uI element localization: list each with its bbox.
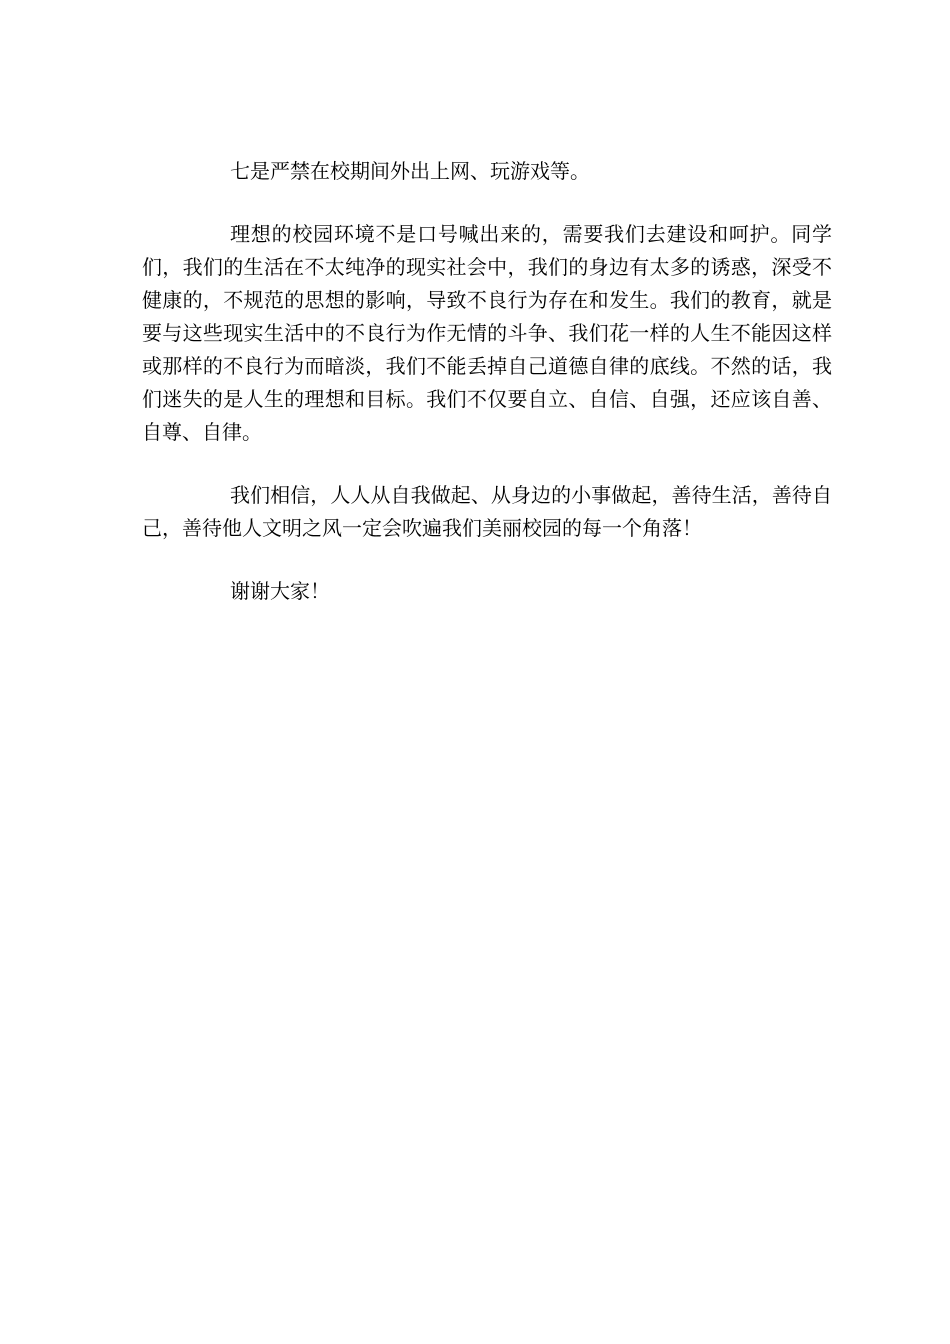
- document-body: [142, 155, 832, 638]
- paragraph-campus-environment: 理想的校园环境不是口号喊出来的，需要我们去建设和呵护。同学们，我们的生活在不太纯净的现实社会中，我们的身边有太多的诱惑，深受不健康的，不规范的思想的影响，导致不良行为存在和发生。我们的教育，就是要与这些现实生活中的不良行为作无情的斗争、我们花一样的人生不能因这样或那样的不良行为而暗淡，我们不能丢掉自己道德自律的底线。不然的话，我们迷失的是人生的理想和目标。我们不仅要自立、自信、自强，还应该自善、自尊、自律。: [142, 222, 832, 444]
- paragraph-rule-seven: 七是严禁在校期间外出上网、玩游戏等。: [230, 159, 590, 183]
- paragraph-thanks: 谢谢大家！: [230, 579, 330, 603]
- paragraph-belief: 我们相信，人人从自我做起、从身边的小事做起，善待生活，善待自己，善待他人文明之风一定会吹遍我们美丽校园的每一个角落！: [142, 483, 832, 540]
